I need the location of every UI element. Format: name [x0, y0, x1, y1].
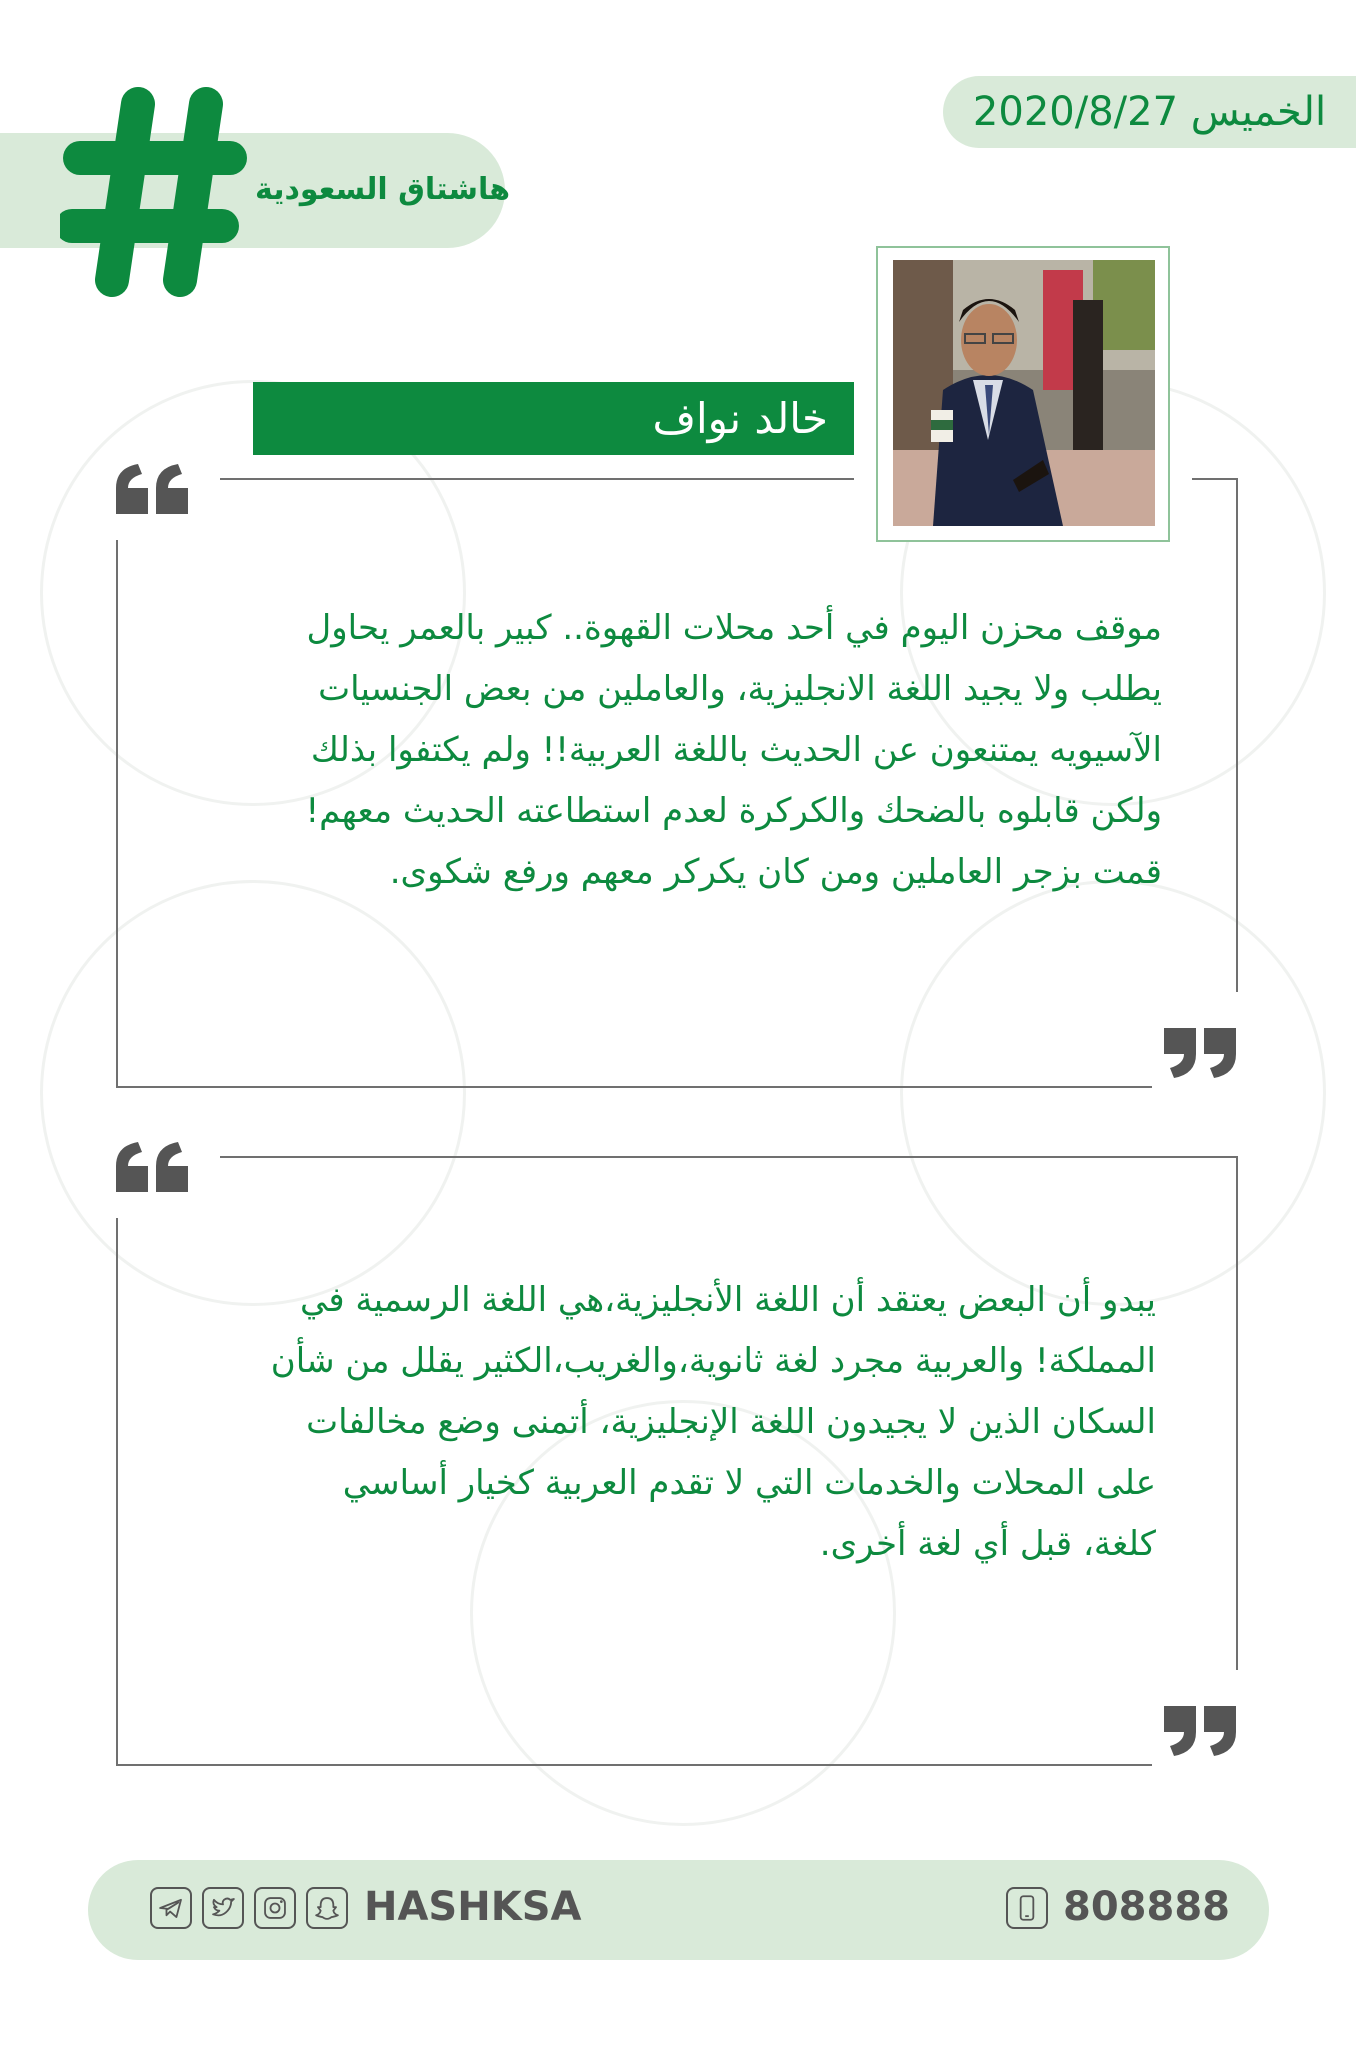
author-photo-frame — [876, 246, 1170, 542]
divider — [116, 1218, 118, 1766]
open-quote-icon — [112, 1140, 192, 1196]
author-photo — [893, 260, 1155, 526]
open-quote-icon — [112, 462, 192, 518]
divider — [116, 540, 118, 1088]
instagram-icon[interactable] — [254, 1887, 296, 1929]
watermark-circle — [40, 880, 466, 1306]
phone-number: 808888 — [1063, 1884, 1230, 1930]
divider — [1236, 1156, 1238, 1670]
date-badge — [943, 76, 1356, 148]
snapchat-icon[interactable] — [306, 1887, 348, 1929]
social-handle: HASHKSA — [364, 1884, 582, 1930]
quote-text: يبدو أن البعض يعتقد أن اللغة الأنجليزية،هي اللغة الرسمية في المملكة! والعربية مجرد لغة ثانوية،والغريب،الكثير يقلل من شأن السكان الذين لا يجيدون اللغة الإنجليزية، أتمنى وضع مخالفات على المحلات والخدمات التي لا تقدم العربية كخيار أساسي كلغة، قبل أي لغة أخرى. — [270, 1280, 1156, 1564]
author-name-banner — [253, 382, 854, 455]
twitter-icon[interactable] — [202, 1887, 244, 1929]
watermark-circle — [900, 880, 1326, 1306]
close-quote-icon — [1160, 1024, 1240, 1080]
divider — [116, 1764, 1152, 1766]
divider — [116, 1086, 1152, 1088]
mobile-phone-icon — [1006, 1887, 1048, 1929]
close-quote-icon — [1160, 1702, 1240, 1758]
divider — [220, 1156, 1238, 1158]
divider — [1236, 478, 1238, 992]
divider — [1192, 478, 1238, 480]
hashtag-icon — [60, 86, 250, 298]
telegram-icon[interactable] — [150, 1887, 192, 1929]
brand-name: هاشتاق السعودية — [255, 172, 511, 207]
author-name: خالد نواف — [652, 394, 828, 443]
quote-text: موقف محزن اليوم في أحد محلات القهوة.. كبير بالعمر يحاول يطلب ولا يجيد اللغة الانجليزية، والعاملين من بعض الجنسيات الآسيويه يمتنعون عن الحديث باللغة العربية!! ولم يكتفوا بذلك ولكن قابلوه بالضحك والكركرة لعدم استطاعته الحديث معهم! قمت بزجر العاملين ومن كان يكركر معهم ورفع شكوى. — [305, 608, 1162, 892]
divider — [220, 478, 854, 480]
date-text: الخميس 2020/8/27 — [972, 89, 1327, 135]
